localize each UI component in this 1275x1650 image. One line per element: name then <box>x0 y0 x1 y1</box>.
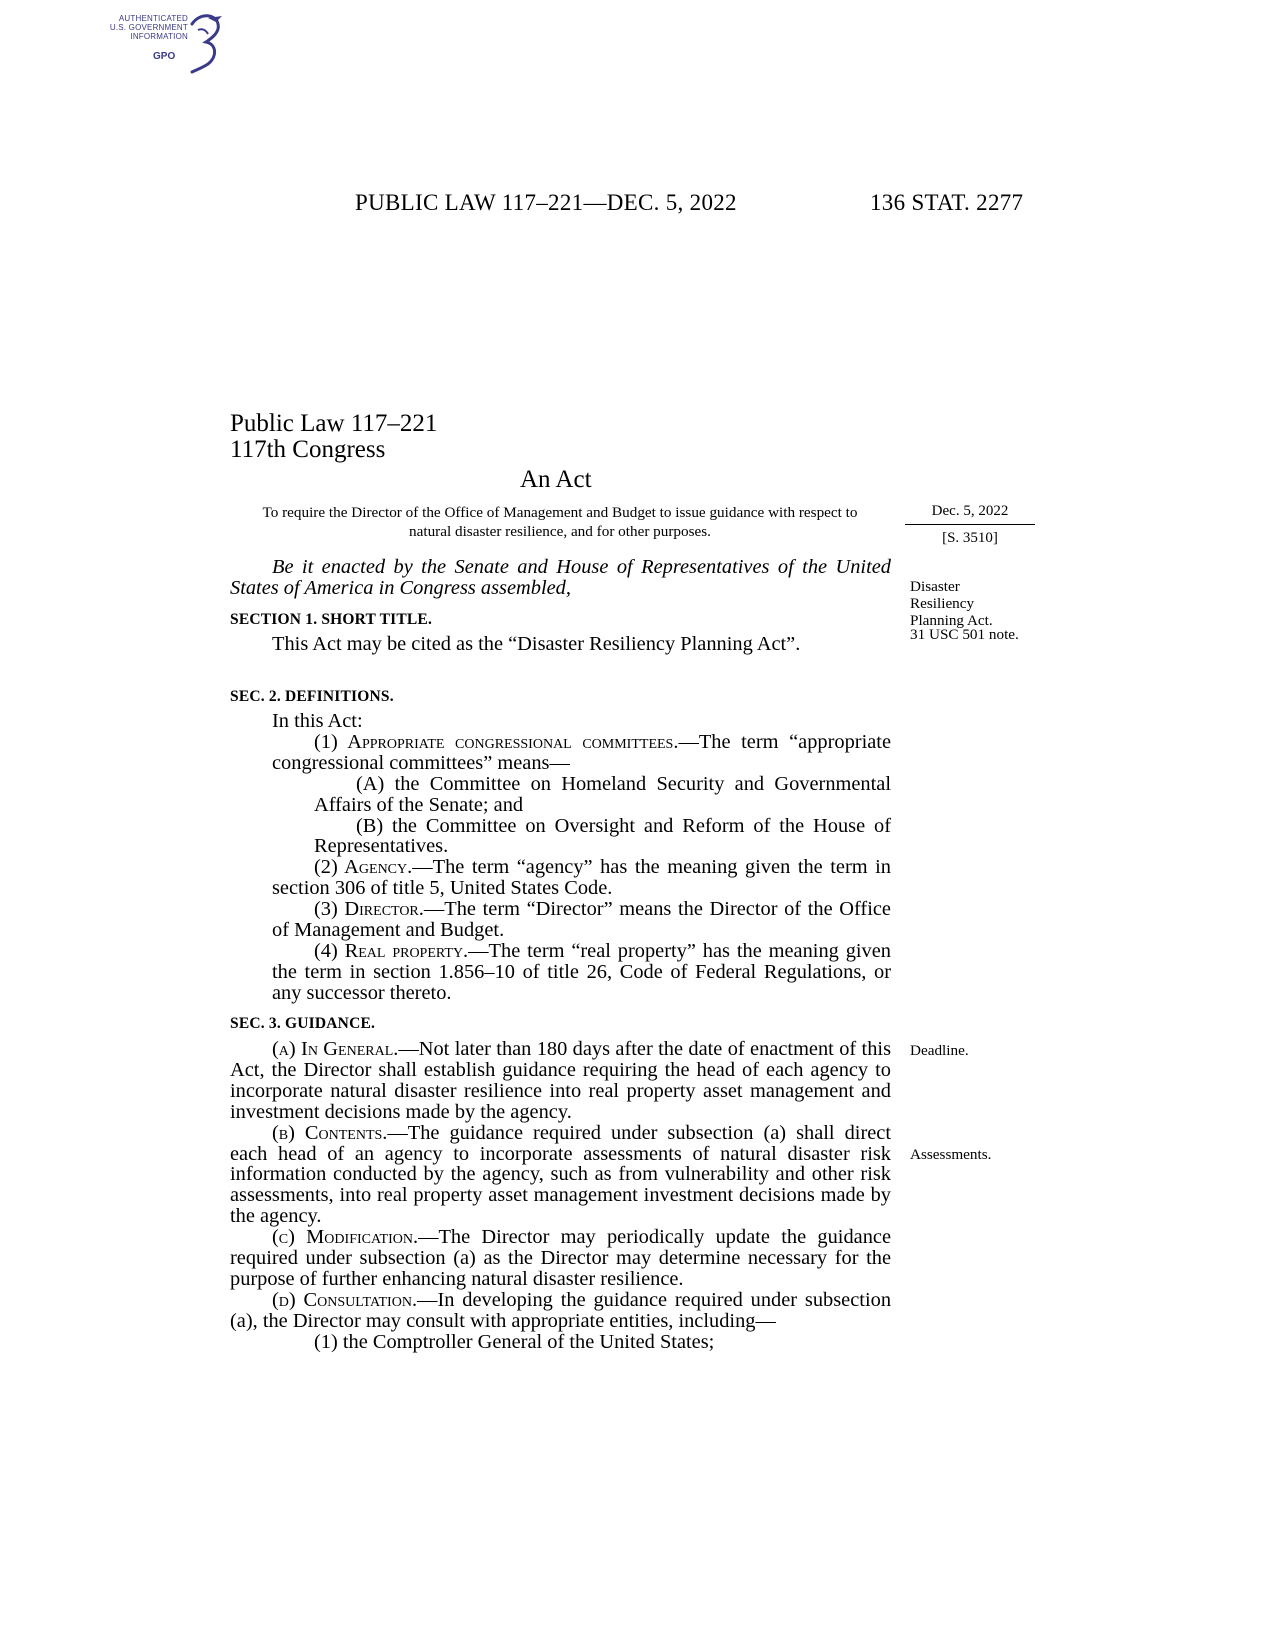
running-head: PUBLIC LAW 117–221—DEC. 5, 2022 <box>355 190 737 215</box>
definition-3-label: (3) Director. <box>314 898 424 921</box>
subsection-d-paragraph-1: (1) the Comptroller General of the United States; <box>314 1330 715 1353</box>
stat-page-number: 136 STAT. 2277 <box>870 190 1024 215</box>
section-2-heading: SEC. 2. DEFINITIONS. <box>230 688 394 705</box>
seal-text <box>90 14 188 41</box>
sidenote-rule <box>905 524 1035 525</box>
subsection-d-text: —In developing the guidance required under subsection (a), the Director may consult with appropriate entities, including— <box>230 1288 892 1332</box>
definition-2-text: —The term “agency” has the meaning given the term in section 306 of title 5, United States Code. <box>272 856 892 900</box>
section-1-text: This Act may be cited as the “Disaster Resiliency Planning Act”. <box>272 633 801 655</box>
subsection-c <box>230 1227 891 1290</box>
subsection-d <box>230 1290 891 1332</box>
subsection-c-text: —The Director may periodically update the guidance required under subsection (a) as the Director may determine necessary for the purpose of further enhancing natural disaster resilience. <box>230 1226 891 1290</box>
definition-1-label: (1) Appropriate congressional committees. <box>314 730 679 753</box>
seal-gpo-mark: GPO <box>153 51 176 62</box>
subsection-d-label: (d) Consultation. <box>272 1288 418 1311</box>
seal-line-1: AUTHENTICATED <box>118 14 188 23</box>
definition-4-text: —The term “real property” has the meaning given the term in section 1.856–10 of title 26, Code of Federal Regulations, or any successor thereto. <box>272 939 891 1004</box>
assessments-sidenote: Assessments. <box>910 1146 992 1163</box>
purpose-clause: To require the Director of the Office of Management and Budget to issue guidance with respect to natural disaster resilience, and for other purposes. <box>262 504 858 540</box>
section-3-body <box>230 1039 891 1353</box>
definition-1-a: (A) the Committee on Homeland Security and Governmental Affairs of the Senate; and <box>314 772 891 816</box>
definition-3-text: —The term “Director” means the Director of the Office of Management and Budget. <box>272 898 891 942</box>
section-1-heading: SECTION 1. SHORT TITLE. <box>230 611 433 628</box>
definition-2 <box>230 857 891 899</box>
definition-1-b: (B) the Committee on Oversight and Reform of the House of Representatives. <box>314 814 891 858</box>
sidenote-line: 31 USC 501 note. <box>910 626 1019 643</box>
sidenote-line: Disaster <box>910 578 960 595</box>
definition-1 <box>230 732 891 774</box>
definition-4-label: (4) Real property. <box>314 939 469 962</box>
gpo-authentication-seal <box>90 10 230 74</box>
subsection-b-label: (b) Contents. <box>272 1121 388 1144</box>
sidenote-line: Resiliency <box>910 595 975 612</box>
sidenote-line: Planning Act. <box>910 612 993 629</box>
enacting-clause: Be it enacted by the Senate and House of Representatives of the United States of America in Congress assembled, <box>230 556 891 599</box>
subsection-c-label: (c) Modification. <box>272 1226 419 1249</box>
definition-2-label: (2) Agency. <box>314 856 413 879</box>
subsection-b-text: —The guidance required under subsection (a) shall direct each head of an agency to incorporate assessments of natural disaster risk information conducted by the agency, such as from vulnerability and other risk assessments, into real property asset management investment decisions made by the agency. <box>230 1121 891 1228</box>
definition-4 <box>230 941 891 1004</box>
act-title: An Act <box>520 466 592 493</box>
subsection-a-text: —Not later than 180 days after the date of enactment of this Act, the Director shall establish guidance requiring the head of each agency to incorporate natural disaster resilience into real property asset management and investment decisions made by the agency. <box>230 1038 892 1123</box>
short-title-sidenote <box>910 578 1060 643</box>
section-3-heading: SEC. 3. GUIDANCE. <box>230 1015 376 1032</box>
definition-1-text: —The term “appropriate congressional committees” means— <box>272 730 891 774</box>
subsection-b <box>230 1123 891 1228</box>
law-number: Public Law 117–221 <box>230 410 438 437</box>
deadline-sidenote: Deadline. <box>910 1042 969 1059</box>
section-2-body <box>230 711 891 1004</box>
definition-3 <box>230 899 891 941</box>
subsection-a-label: (a) In General. <box>272 1038 399 1060</box>
enactment-date-sidenote: Dec. 5, 2022 <box>931 503 1009 519</box>
congress-number: 117th Congress <box>230 436 386 463</box>
bill-number-sidenote: [S. 3510] <box>942 530 998 546</box>
seal-line-3: INFORMATION <box>130 32 188 41</box>
subsection-a <box>230 1039 891 1123</box>
eagle-icon <box>186 10 226 74</box>
seal-line-2: U.S. GOVERNMENT <box>109 23 188 32</box>
definitions-intro: In this Act: <box>272 710 363 732</box>
